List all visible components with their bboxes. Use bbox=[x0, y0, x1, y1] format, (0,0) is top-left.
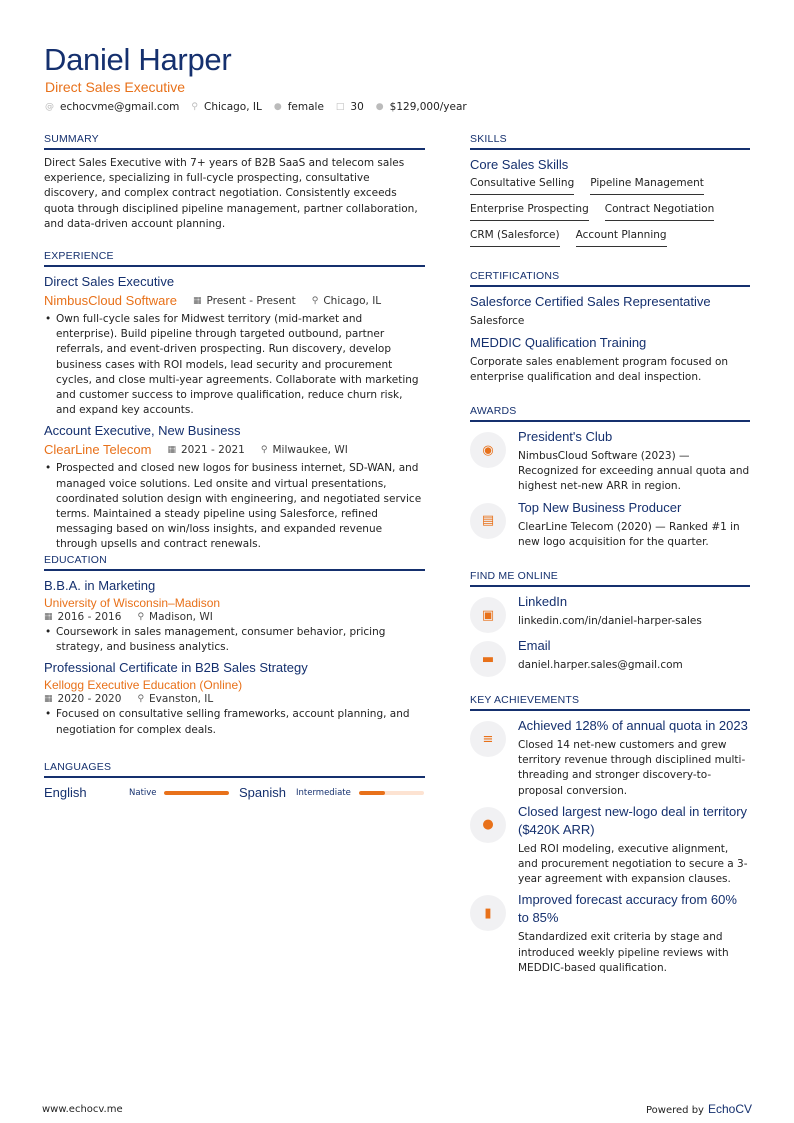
language-level: Native bbox=[129, 788, 157, 798]
award-title: President's Club bbox=[518, 429, 613, 444]
skill-tag: Pipeline Management bbox=[590, 176, 704, 195]
education-item bbox=[44, 577, 425, 655]
degree: B.B.A. in Marketing bbox=[44, 578, 156, 593]
experience-item bbox=[44, 273, 425, 418]
calendar-icon: ▦ bbox=[44, 612, 53, 622]
achievement-text: Led ROI modeling, executive alignment, and procurement negotiation to secure a 3-year agreement with expansion clauses. bbox=[518, 842, 748, 886]
powered-by-label: Powered by bbox=[646, 1105, 704, 1116]
experience-item bbox=[44, 422, 425, 552]
achievement-item bbox=[470, 803, 750, 888]
cert-name: Salesforce Certified Sales Representative bbox=[470, 294, 711, 309]
cert-detail: Corporate sales enablement program focused on enterprise qualification and deal inspection. bbox=[470, 356, 729, 384]
calendar-icon: ▦ bbox=[44, 694, 53, 705]
section-heading: FIND ME ONLINE bbox=[470, 570, 750, 587]
summary-section bbox=[44, 133, 425, 232]
languages-row bbox=[44, 784, 425, 802]
languages-section bbox=[44, 761, 425, 802]
calendar-icon: ▦ bbox=[167, 444, 176, 455]
online-link[interactable]: daniel.harper.sales@gmail.com bbox=[518, 659, 683, 671]
money-icon: ● bbox=[375, 102, 384, 112]
award-title: Top New Business Producer bbox=[518, 499, 682, 515]
at-icon: @ bbox=[45, 102, 54, 112]
section-heading: CERTIFICATIONS bbox=[470, 270, 750, 287]
online-item[interactable] bbox=[470, 593, 750, 633]
contact-location: Chicago, IL bbox=[204, 101, 262, 113]
company: NimbusCloud Software bbox=[44, 293, 177, 308]
online-title: LinkedIn bbox=[518, 594, 568, 609]
summary-text: Direct Sales Executive with 7+ years of B2B SaaS and telecom sales experience, specializing in full-cycle prospecting, consultative discovery, and complex contract negotiation. Consistently exceeds quota through disciplined pipeline management, partner collaboration, and data-driven account planning. bbox=[44, 157, 418, 230]
cert-detail: Salesforce bbox=[470, 315, 525, 327]
bullet: • Prospected and closed new logos for business internet, SD-WAN, and managed voice solutions. Led onsite and virtual presentations, coordinated solution design with engineering, and negotiated service terms. Maintained a steady pipeline using Salesforce, refined messaging based on win/loss insights, and expanded revenue through upsells and contract renewals. bbox=[44, 461, 425, 552]
contact-bar bbox=[45, 101, 467, 113]
language-name: English bbox=[44, 785, 87, 800]
location-pin-icon: ⚲ bbox=[137, 694, 145, 705]
section-heading: EDUCATION bbox=[44, 554, 425, 571]
camera-icon: ◉ bbox=[470, 432, 506, 468]
language-level: Intermediate bbox=[296, 788, 351, 798]
achievement-title: Achieved 128% of annual quota in 2023 bbox=[518, 718, 748, 733]
bullet: • Focused on consultative selling frameworks, account planning, and negotiation for complex deals. bbox=[44, 707, 425, 737]
company: ClearLine Telecom bbox=[44, 442, 152, 458]
location-pin-icon: ⚲ bbox=[311, 295, 319, 306]
award-item bbox=[470, 428, 750, 495]
contact-age: 30 bbox=[350, 101, 364, 113]
skill-tag: Enterprise Prospecting bbox=[470, 202, 589, 221]
chat-icon: ▬ bbox=[470, 641, 506, 677]
section-heading: EXPERIENCE bbox=[44, 250, 425, 267]
language-bar-fill bbox=[359, 791, 385, 795]
language-bar bbox=[359, 791, 424, 795]
section-heading: AWARDS bbox=[470, 405, 750, 422]
job-title: Account Executive, New Business bbox=[44, 423, 241, 439]
job-title: Direct Sales Executive bbox=[44, 274, 175, 289]
online-item[interactable] bbox=[470, 637, 750, 677]
skills-section bbox=[470, 133, 750, 247]
contact-gender: female bbox=[287, 101, 324, 113]
language-bar-fill bbox=[164, 791, 229, 795]
certifications-section bbox=[470, 270, 750, 386]
achievement-text: Standardized exit criteria by stage and introduced weekly pipeline reviews with MEDDIC-based qualification. bbox=[518, 931, 729, 974]
location: Madison, WI bbox=[149, 611, 213, 623]
language-name: Spanish bbox=[239, 785, 286, 800]
section-heading: SKILLS bbox=[470, 133, 750, 150]
achievement-title: Closed largest new-logo deal in territory ($420K ARR) bbox=[518, 803, 748, 837]
calendar-icon: □ bbox=[335, 102, 345, 112]
footer-site[interactable]: www.echocv.me bbox=[42, 1104, 123, 1115]
skill-group: Core Sales Skills bbox=[470, 157, 569, 172]
location-pin-icon: ⚲ bbox=[137, 612, 145, 622]
footer-powered bbox=[646, 1102, 752, 1116]
brand-logo: EchoCV bbox=[707, 1102, 752, 1116]
school: Kellogg Executive Education (Online) bbox=[44, 678, 243, 693]
skill-tag: Consultative Selling bbox=[470, 176, 574, 195]
bullet: • Coursework in sales management, consumer behavior, pricing strategy, and business analytics. bbox=[44, 625, 425, 655]
candidate-name: Daniel Harper bbox=[44, 42, 232, 77]
bullet: • Own full-cycle sales for Midwest territory (mid-market and enterprise). Build pipeline through targeted outbound, partner referrals, and event-driven prospecting. Run discovery, develop business cases with ROI models, lead security and procurement cycles, and close multi-year agreements. Collaborate with marketing and customer success to improve qualification, reduce churn risk, and expand key accounts. bbox=[44, 312, 425, 418]
calendar-icon: ▦ bbox=[192, 295, 202, 306]
candidate-title: Direct Sales Executive bbox=[45, 79, 186, 95]
contact-email: echocvme@gmail.com bbox=[60, 101, 180, 113]
online-link[interactable]: linkedin.com/in/daniel-harper-sales bbox=[518, 615, 702, 627]
dates: Present - Present bbox=[206, 294, 296, 307]
cert-name: MEDDIC Qualification Training bbox=[470, 335, 647, 351]
achievement-title: Improved forecast accuracy from 60% to 85% bbox=[518, 892, 737, 926]
skill-tag: Contract Negotiation bbox=[605, 202, 715, 221]
award-item bbox=[470, 499, 750, 550]
awards-section bbox=[470, 405, 750, 554]
section-heading: SUMMARY bbox=[44, 133, 425, 150]
achievement-text: Closed 14 net-new customers and grew territory revenue through disciplined multi-threading and stronger discovery-to-proposal conversion. bbox=[518, 739, 746, 797]
education-section bbox=[44, 554, 425, 738]
location-pin-icon: ⚲ bbox=[191, 102, 199, 112]
coin-icon: ● bbox=[470, 807, 506, 843]
achievement-item bbox=[470, 891, 750, 976]
location-pin-icon: ⚲ bbox=[260, 444, 268, 455]
degree: Professional Certificate in B2B Sales Strategy bbox=[44, 660, 308, 676]
lines-icon: ≡ bbox=[470, 721, 506, 757]
education-item bbox=[44, 659, 425, 737]
calendar-icon: ▤ bbox=[470, 503, 506, 539]
experience-section bbox=[44, 250, 425, 553]
award-text: NimbusCloud Software (2023) — Recognized for exceeding annual quota and highest net-new ARR in region. bbox=[518, 450, 750, 493]
award-text: ClearLine Telecom (2020) — Ranked #1 in new logo acquisition for the quarter. bbox=[518, 520, 740, 548]
dates: 2016 - 2016 bbox=[57, 611, 122, 623]
school: University of Wisconsin–Madison bbox=[44, 596, 221, 610]
achievement-item bbox=[470, 717, 750, 799]
online-section bbox=[470, 570, 750, 681]
location: Milwaukee, WI bbox=[272, 443, 348, 456]
user-icon: ● bbox=[273, 102, 282, 112]
location: Chicago, IL bbox=[323, 294, 382, 307]
skill-tag: CRM (Salesforce) bbox=[470, 228, 560, 247]
achievements-section bbox=[470, 694, 750, 980]
language-bar bbox=[164, 791, 229, 795]
contact-salary: $129,000/year bbox=[389, 101, 467, 113]
dates: 2020 - 2020 bbox=[57, 693, 122, 706]
location: Evanston, IL bbox=[149, 693, 214, 706]
section-heading: KEY ACHIEVEMENTS bbox=[470, 694, 750, 711]
online-title: Email bbox=[518, 638, 551, 653]
bookmark-icon: ▮ bbox=[470, 895, 506, 931]
dates: 2021 - 2021 bbox=[180, 443, 245, 456]
bookmark-icon: ▣ bbox=[470, 597, 506, 633]
skill-tag: Account Planning bbox=[576, 228, 667, 247]
section-heading: LANGUAGES bbox=[44, 761, 425, 778]
